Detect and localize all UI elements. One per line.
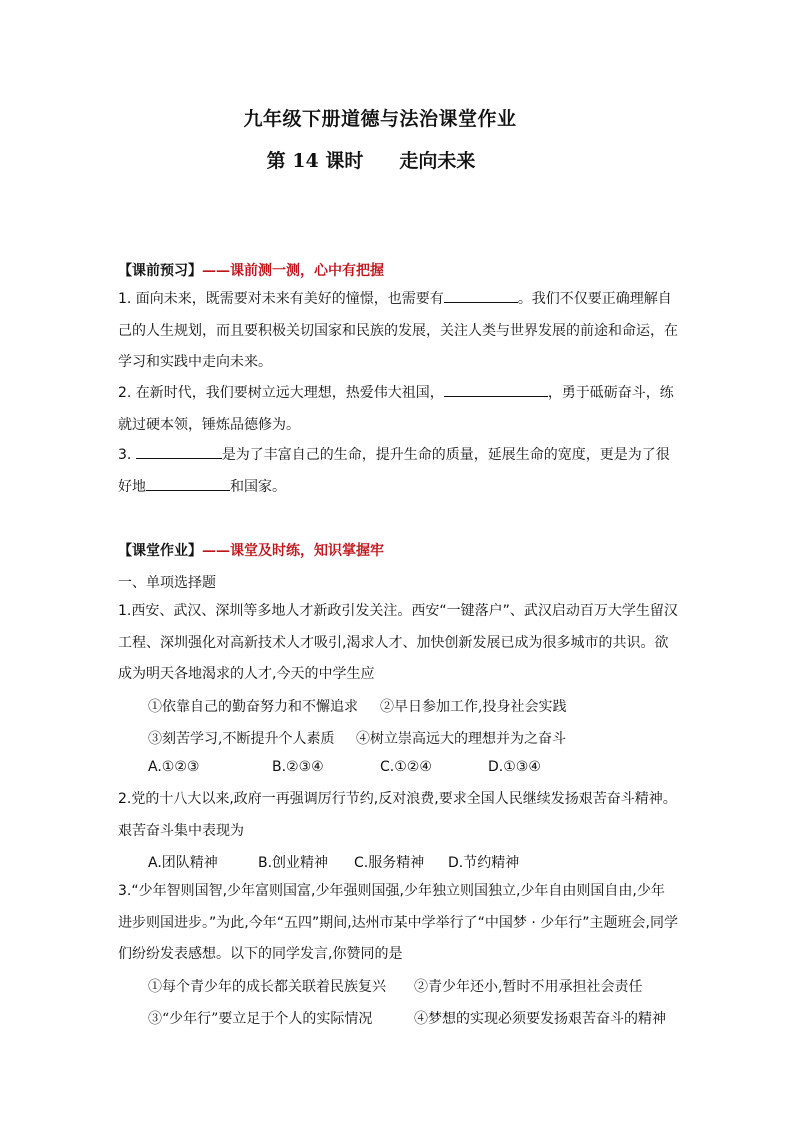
mc-question-3-statements-row-1 [148,976,642,996]
statement-item: ④梦想的实现必须要发扬艰苦奋斗的精神 [414,1011,666,1027]
mc-question-2-stem: 2.党的十八大以来,政府一再强调厉行节约,反对浪费,要求全国人民继续发扬艰苦奋斗精神。艰苦奋斗集中表现为 [118,791,677,839]
option-a[interactable]: A.①②③ [148,759,200,775]
homework-heading-bracket: 【课堂作业】 [118,543,202,559]
option-c[interactable]: C.①②④ [380,759,432,775]
preview-q3-text-a: 3. [118,447,136,463]
mc-question-2-options [148,852,519,872]
mc-question-3-stem: 3.“少年智则国智,少年富则国富,少年强则国强,少年独立则国独立,少年自由则国自由,少年进步则国进步。”为此,今年“五四”期间,达州市某中学举行了“中国梦 · 少年行”主题班会,同学们纷纷发表感想。以下的同学发言,你赞同的是 [118,883,678,962]
answer-blank[interactable] [146,474,230,491]
answer-blank[interactable] [136,442,222,459]
option-d[interactable]: D.①③④ [488,759,541,775]
statement-item: ④树立崇高远大的理想并为之奋斗 [356,731,566,747]
preview-question-2 [118,378,678,441]
preview-q3-text-c: 和国家。 [230,478,286,495]
preview-q3-text-b: 是为了丰富自己的生命，提升生命的质量，延展生命的宽度，更是为了很好地 [118,447,670,495]
option-d[interactable]: D.节约精神 [448,855,520,871]
statement-item: ③刻苦学习,不断提升个人素质 [148,731,335,747]
option-b[interactable]: B.②③④ [272,759,324,775]
mc-question-3-statements-row-2 [148,1008,666,1028]
option-a[interactable]: A.团队精神 [148,855,218,871]
option-b[interactable]: B.创业精神 [258,855,329,871]
preview-heading [118,260,384,280]
answer-blank[interactable] [444,380,548,397]
statement-item: ②早日参加工作,投身社会实践 [380,699,567,715]
preview-heading-subtitle: ——课前测一测，心中有把握 [202,263,384,279]
section-title: 一、单项选择题 [118,575,216,591]
preview-q1-text-a: 1. 面向未来，既需要对未来有美好的憧憬，也需要有 [118,291,444,307]
lesson-number: 第 14 课时 [266,150,364,172]
statement-item: ①每个青少年的成长都关联着民族复兴 [148,979,386,995]
statement-item: ②青少年还小,暂时不用承担社会责任 [414,979,643,995]
statement-item: ③“少年行”要立足于个人的实际情况 [148,1011,373,1027]
option-c[interactable]: C.服务精神 [354,855,425,871]
preview-question-3 [118,440,678,503]
homework-heading-subtitle: ——课堂及时练，知识掌握牢 [202,543,384,559]
mc-question-1-statements-row-2 [148,728,566,748]
mc-question-1-stem: 1.西安、武汉、深圳等多地人才新政引发关注。西安“一键落户”、武汉启动百万大学生留汉工程、深圳强化对高新技术人才吸引,渴求人才、加快创新发展已成为很多城市的共识。欲成为明天各地渴求的人才,今天的中学生应 [118,603,678,682]
lesson-title [0,146,742,173]
preview-q2-text-b: ，勇于砥砺奋斗，练就过硬本领，锤炼品德修为。 [118,385,674,433]
mc-question-1-statements-row-1 [148,696,566,716]
homework-heading [118,540,384,560]
answer-blank[interactable] [444,286,518,303]
preview-q1-text-b: 。我们不仅要正确理解自己的人生规划，而且要积极关切国家和民族的发展，关注人类与世界发展的前途和命运，在学习和实践中走向未来。 [118,291,678,370]
mc-question-1-options [148,759,541,775]
statement-item: ①依靠自己的勤奋努力和不懈追求 [148,699,358,715]
document-title: 九年级下册道德与法治课堂作业 [243,108,517,130]
preview-question-1 [118,284,678,379]
preview-q2-text-a: 2. 在新时代，我们要树立远大理想，热爱伟大祖国， [118,385,444,401]
lesson-name: 走向未来 [399,150,476,172]
preview-heading-bracket: 【课前预习】 [118,263,202,279]
